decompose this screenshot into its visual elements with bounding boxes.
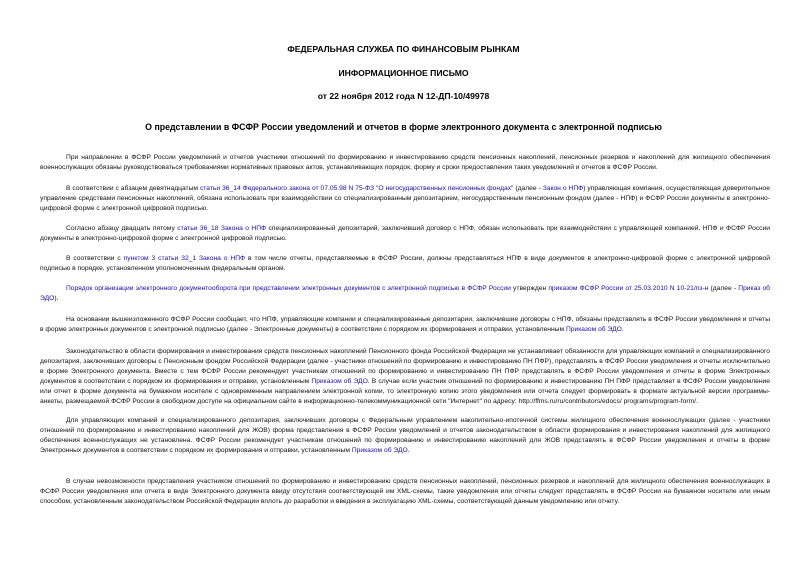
document-date-number: от 22 ноября 2012 года N 12-ДП-10/49978	[317, 91, 490, 101]
paragraph-2	[40, 184, 770, 214]
document-link[interactable]: Приказом об ЭДО	[565, 326, 622, 334]
paragraph-3	[40, 224, 770, 244]
paragraph-text: При направлении в ФСФР России уведомлений и отчетов участники отношений по формированию и инвестированию средств пенсионных накоплений, пенсионных резервов и накоплений для жилищного обеспечения военнослужащих обязаны руководствоваться требованиями нормативных правовых актов, устанавливающих порядок, форму и сроки предоставления таких уведомлений и отчетов в ФСФР России.	[40, 154, 770, 172]
paragraph-text: Для управляющих компаний и специализированного депозитария, заключивших договоры с Федеральным управлением накопительно-ипотечной системы жилищного обеспечения военнослужащих (далее - участники отношений по формированию и инвестированию накоплений для ЖОВ) форма представления в ФСФР России уведомлений и отчетов законодательством в области формирования и инвестирования накоплений для жилищного обеспечения военнослужащих не установлена. ФСФР России рекомендует участникам отношений по формированию и инвестированию накоплений для ЖОВ представлять в ФСФР России уведомления и отчеты в форме Электронных документов в соответствии с порядком их формирования и отправки, установленным	[40, 417, 770, 455]
paragraph-5	[40, 284, 770, 304]
paragraph-4	[40, 254, 770, 274]
paragraph-text: утвержден	[510, 285, 549, 292]
paragraph-text: ) управляющая компания, осуществляющая доверительное управление средствами пенсионных накоплений, обязана использовать при взаимодействии со специализированным депозитарием, негосударственным пенсионным фондом (далее - НПФ) и ФСФР России документы в электронно-цифровой форме с электронной цифровой подписью.	[40, 185, 770, 213]
paragraph-7	[40, 347, 770, 408]
paragraph-text: (далее -	[708, 285, 739, 292]
paragraph-text: в том числе отчеты, представляемые в ФСФР России, должны представляться НПФ в виде документов в электронно-цифровой форме с электронной цифровой подписью в порядке, установленном уполномоченным федеральным органом.	[40, 255, 770, 273]
paragraph-1	[40, 153, 770, 173]
document-type: ИНФОРМАЦИОННОЕ ПИСЬМО	[338, 68, 469, 78]
document-link[interactable]: статьи 36_18 Закона о НПФ	[177, 225, 267, 232]
paragraph-6	[40, 315, 770, 335]
paragraph-text: На основании вышеизложенного ФСФР России сообщает, что НПФ, управляющие компании и специализированные депозитарии, заключившие договоры с НПФ, обязаны представлять в ФСФР России уведомления и отчеты в форме электронных документов с электронной подписью (далее - Электронные документы) в соответствии с порядком их формирования и отправки, установленным	[40, 316, 770, 334]
paragraph-9	[40, 477, 770, 507]
document-link[interactable]: статьи 36_14 Федерального закона от 07.05.98 N 75-ФЗ "О негосударственных пенсионных фондах"	[199, 185, 514, 192]
paragraph-text: Законодательство в области формирования и инвестирования средств пенсионных накоплений Пенсионного фонда Российской Федерации не устанавливает обязанности для управляющих компаний и специализированного депозитария, заключивших договоры с Пенсионным фондом Российской Федерации (далее - участники отношений по формированию и инвестированию ПН ПФР), представлять в ФСФР России уведомления и отчеты исключительно в форме Электронного документа. Вместе с тем ФСФР России рекомендует участникам отношений по формированию и инвестированию ПН ПФР представлять в ФСФР России уведомления и отчеты в форме Электронных документов в соответствии с порядком их формирования и отправки, установленным	[40, 348, 770, 386]
paragraph-text: ).	[54, 295, 59, 303]
document-link[interactable]: Приказом об ЭДО	[311, 378, 368, 386]
document-link[interactable]: Приказ об ЭДО	[40, 285, 771, 303]
document-subject: О представлении в ФСФР России уведомлений и отчетов в форме электронного документа с электронной подписью	[145, 122, 662, 132]
paragraph-text: . В случае если участник отношений по формированию и инвестированию ПН ПФР представляет в ФСФР России уведомление или отчет в форме документа на бумажном носителе с одновременным направлением электронной копии, то электронную копию этого уведомления или отчета следует формировать в формате актуальной версии программы-анкеты, размещаемой ФСФР России в свободном доступе на официальном сайте в информационно-телекоммуникационной сети "Интернет" по адресу: http://ffms.ru/ru/contributors/edocs/ programs/program-form/.	[40, 378, 770, 406]
document-link[interactable]: пунктом 3 статьи 32_1 Закона о НПФ	[123, 255, 246, 262]
agency-title: ФЕДЕРАЛЬНАЯ СЛУЖБА ПО ФИНАНСОВЫМ РЫНКАМ	[287, 44, 520, 54]
paragraph-text: специализированный депозитарий, заключивший договор с НПФ, обязан использовать при взаимодействии с управляющей компанией, НПФ и ФСФР России документы в электронно-цифровой форме с электронной цифровой подписью.	[40, 225, 770, 243]
paragraph-text: (далее -	[513, 185, 543, 192]
document-link[interactable]: приказом ФСФР России от 25.03.2010 N 10-21/пз-н	[548, 285, 709, 292]
paragraph-text: В соответствии с	[66, 255, 124, 262]
paragraph-text: В случае невозможности представления участником отношений по формированию и инвестированию средств пенсионных накоплений, пенсионных резервов и накоплений для жилищного обеспечения военнослужащих в ФСФР России уведомления или отчета в виде Электронного документа ввиду отсутствия соответствующей им XML-схемы, такие уведомления или отчеты следует представлять в ФСФР России на бумажном носителе или иным способом, установленным законодательством Российской Федерации вплоть до разработки и введения в эксплуатацию XML-схемы, соответствующей данным уведомлению или отчету.	[40, 478, 770, 506]
document-link[interactable]: Порядок организации электронного документооборота при представлении электронных документов с электронной подписью в ФСФР России	[66, 285, 511, 292]
paragraph-text: .	[407, 447, 410, 455]
paragraph-text: .	[621, 326, 624, 334]
paragraph-text: В соответствии с абзацем девятнадцатым	[66, 185, 200, 192]
document-link[interactable]: Приказом об ЭДО	[351, 447, 408, 455]
document-link[interactable]: Закон о НПФ	[542, 185, 584, 192]
paragraph-text: Согласно абзацу двадцать пятому	[66, 225, 178, 232]
paragraph-8	[40, 416, 770, 456]
